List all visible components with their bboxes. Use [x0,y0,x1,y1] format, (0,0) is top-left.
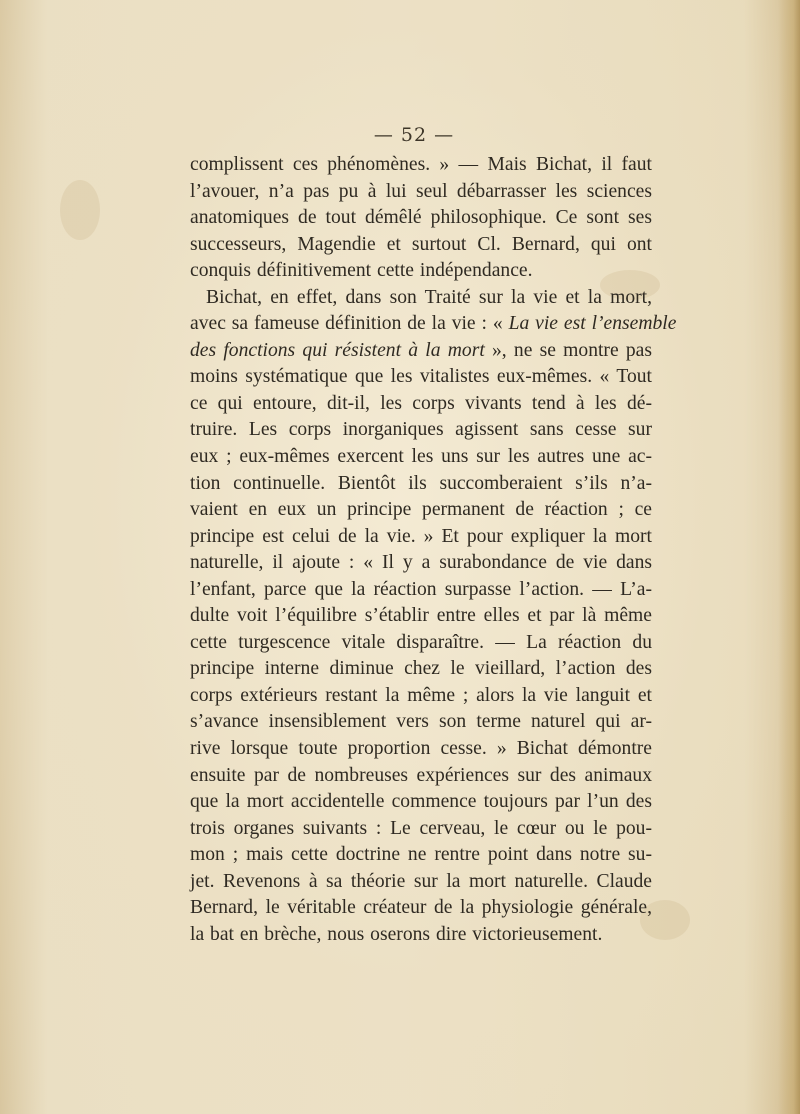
text-line: tion continuelle. Bientôt ils succomberaient s’ils n’a- [190,472,652,494]
text-line: anatomiques de tout démêlé philosophique. Ce sont ses [190,207,652,229]
text-line: moins systématique que les vitalistes eux-mêmes. « Tout [190,366,652,388]
text-line: conquis définitivement cette indépendance. [190,260,533,282]
text-line: que la mort accidentelle commence toujours par l’un des [190,791,652,813]
text-line-with-quote [190,311,677,338]
text-line: cette turgescence vitale disparaître. — La réaction du [190,631,652,653]
italic-quote: des fonctions qui résistent à la mort [190,339,485,361]
text-line: trois organes suivants : Le cerveau, le cœur ou le pou- [190,817,652,839]
text-line: ce qui entoure, dit-il, les corps vivants tend à les dé- [190,392,652,414]
text-line: jet. Revenons à sa théorie sur la mort naturelle. Claude [190,870,652,892]
text-line: l’avouer, n’a pas pu à lui seul débarrasser les sciences [190,180,652,202]
page-edge-shadow [778,0,800,1114]
text-line: l’enfant, parce que la réaction surpasse l’action. — L’a- [190,578,652,600]
body-text [190,152,677,948]
text-line: complissent ces phénomènes. » — Mais Bichat, il faut [190,154,652,175]
text-line: la bat en brèche, nous oserons dire victorieusement. [190,923,603,945]
text-line: principe est celui de la vie. » Et pour expliquer la mort [190,525,652,547]
page-number: — 52 — [373,124,455,146]
text-line: naturelle, il ajoute : « Il y a surabondance de vie dans [190,552,652,574]
text-line: vaient en eux un principe permanent de réaction ; ce [190,499,652,521]
text-line: eux ; eux-mêmes exercent les uns sur les autres une ac- [190,446,652,468]
text-line: s’avance insensiblement vers son terme naturel qui ar- [190,711,652,733]
italic-quote: La vie est l’ensemble [508,313,677,335]
text-segment: », ne se montre pas [484,339,652,361]
text-line: rive lorsque toute proportion cesse. » Bichat démontre [190,738,652,760]
text-line: truire. Les corps inorganiques agissent sans cesse sur [190,419,652,441]
foxing-spot [60,180,100,240]
text-line: Bichat, en effet, dans son Traité sur la vie et la mort, [206,286,652,308]
text-line: dulte voit l’équilibre s’établir entre elles et par là même [190,605,652,627]
text-line: mon ; mais cette doctrine ne rentre point dans notre su- [190,844,652,866]
text-line: successeurs, Magendie et surtout Cl. Bernard, qui ont [190,233,652,255]
text-line: principe interne diminue chez le vieillard, l’action des [190,658,652,680]
text-line: ensuite par de nombreuses expériences sur des animaux [190,764,652,786]
text-line: corps extérieurs restant la même ; alors la vie languit et [190,684,652,706]
text-line-with-quote [190,338,652,365]
text-line: Bernard, le véritable créateur de la physiologie générale, [190,897,652,919]
text-segment: avec sa fameuse définition de la vie : « [190,313,503,335]
